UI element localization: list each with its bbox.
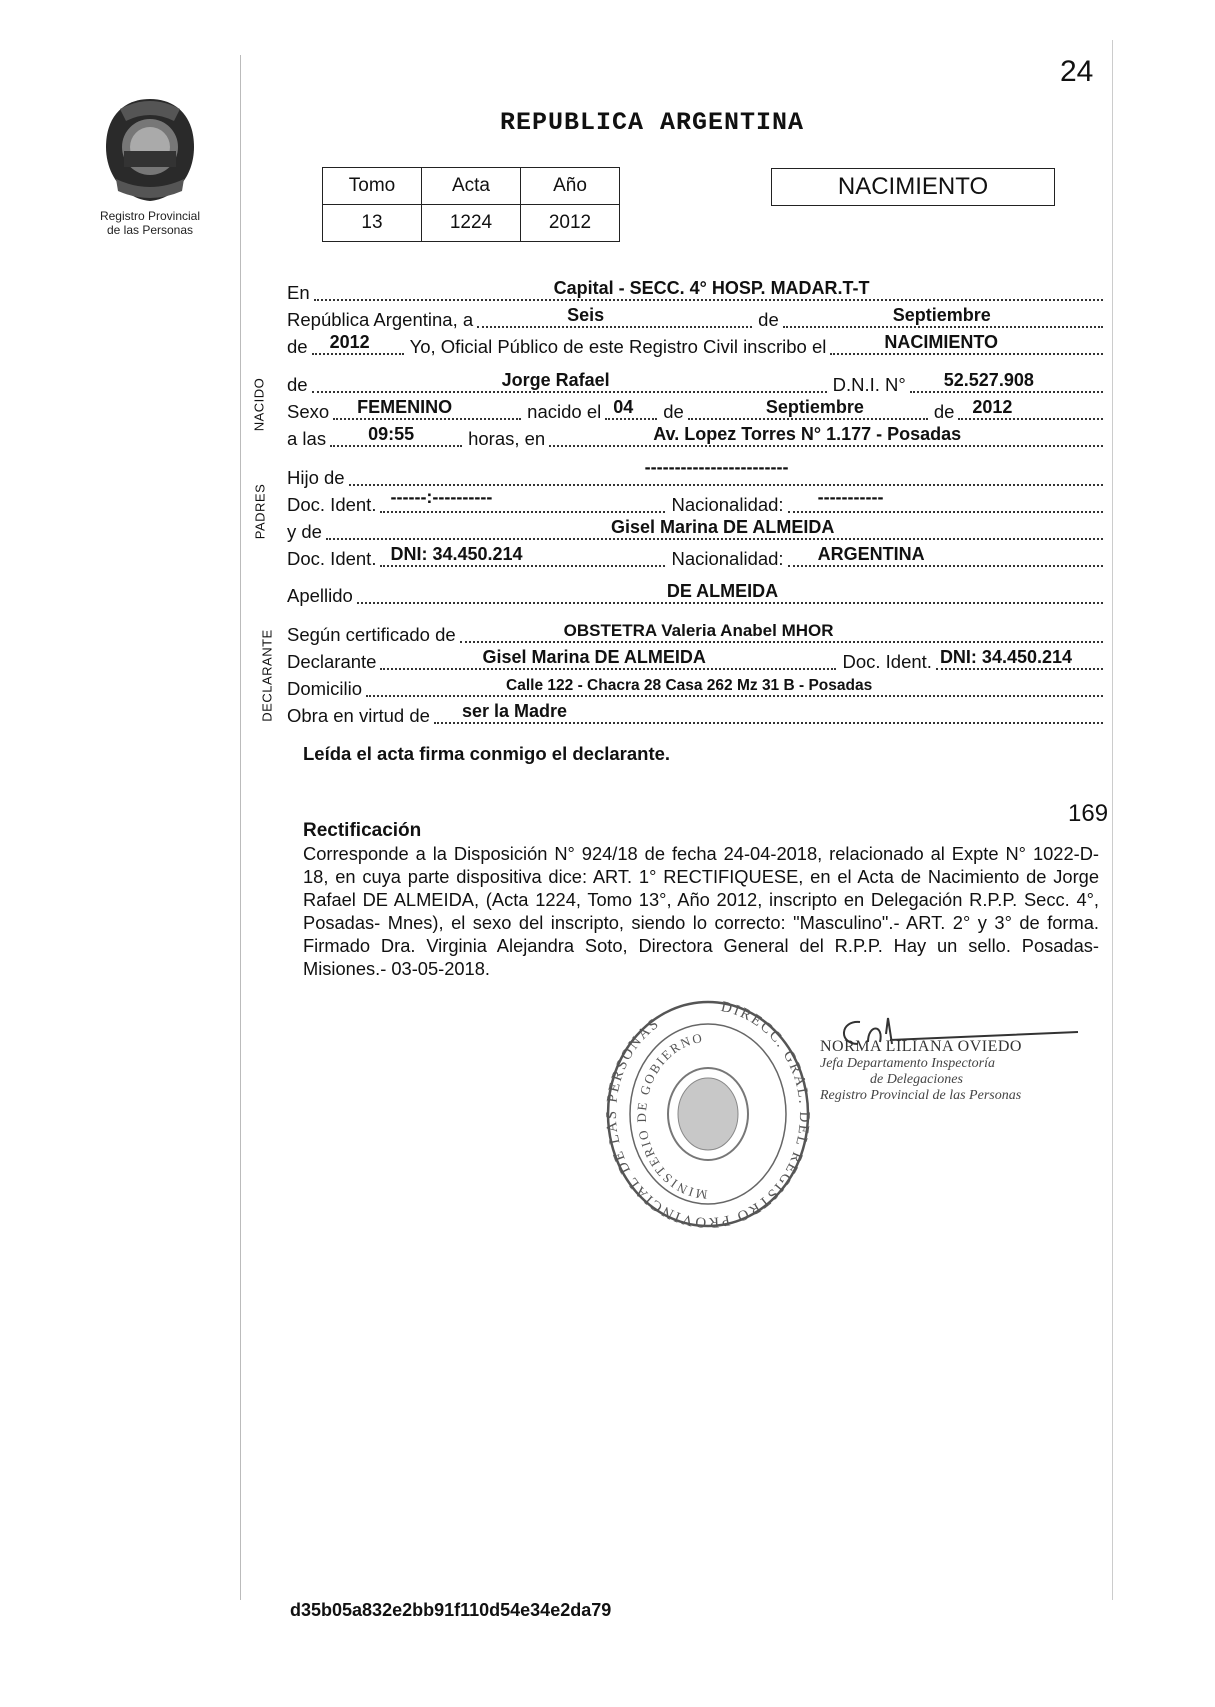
dni-value: 52.527.908 bbox=[943, 370, 1034, 390]
page-number: 24 bbox=[1060, 55, 1094, 88]
row-certificado bbox=[287, 622, 1103, 646]
day-value: Seis bbox=[567, 305, 605, 325]
document-hash: d35b05a832e2bb91f110d54e34e2da79 bbox=[290, 1600, 612, 1620]
stamp-inner-text: MINISTERIO DE GOBIERNO bbox=[633, 1029, 709, 1203]
registry-logo bbox=[95, 95, 205, 237]
signer-title-3: Registro Provincial de las Personas bbox=[820, 1088, 1022, 1103]
birth-day-value: 04 bbox=[613, 397, 634, 417]
leida-statement: Leída el acta firma conmigo el declarante. bbox=[303, 743, 671, 764]
sexo-label: Sexo bbox=[287, 401, 330, 422]
ref-value-acta: 1224 bbox=[422, 205, 521, 242]
row-hora bbox=[287, 426, 1103, 450]
nac2-value: ARGENTINA bbox=[817, 544, 925, 564]
nacido-label: nacido el bbox=[527, 401, 602, 422]
cert-value: OBSTETRA Valeria Anabel MHOR bbox=[563, 621, 834, 640]
right-margin-rule bbox=[1112, 40, 1113, 1600]
dni-label: D.N.I. N° bbox=[832, 374, 906, 395]
nombre-value: Jorge Rafael bbox=[501, 370, 610, 390]
row-inscripcion bbox=[287, 334, 1103, 358]
en-value: Capital - SECC. 4° HOSP. MADAR.T-T bbox=[553, 278, 870, 298]
rectification-number: 169 bbox=[1068, 800, 1109, 827]
signer-name: NORMA LILIANA OVIEDO bbox=[820, 1038, 1022, 1055]
birth-de-label-2: de bbox=[933, 401, 955, 422]
sexo-value: FEMENINO bbox=[357, 397, 453, 417]
apellido-label: Apellido bbox=[287, 585, 353, 606]
declarante-value: Gisel Marina DE ALMEIDA bbox=[482, 647, 706, 667]
doc1-label: Doc. Ident. bbox=[287, 494, 377, 515]
row-apellido bbox=[287, 583, 1103, 607]
cert-label: Según certificado de bbox=[287, 624, 456, 645]
row-fecha bbox=[287, 307, 1103, 331]
side-label-declarante: DECLARANTE bbox=[259, 629, 275, 722]
nombre-label: de bbox=[287, 374, 308, 395]
ref-value-ano: 2012 bbox=[521, 205, 620, 242]
domicilio-value: Calle 122 - Chacra 28 Casa 262 Mz 31 B - Posadas bbox=[506, 677, 873, 694]
signature-block bbox=[820, 1030, 1080, 1104]
birth-year-value: 2012 bbox=[972, 397, 1013, 417]
reference-table bbox=[322, 167, 620, 242]
row-hijo bbox=[287, 457, 1103, 489]
signature-scribble-icon bbox=[828, 1014, 1088, 1054]
acta-type-value: NACIMIENTO bbox=[884, 332, 999, 352]
nac1-label: Nacionalidad: bbox=[671, 494, 784, 515]
de-label-2: de bbox=[287, 336, 308, 357]
row-declarante bbox=[287, 649, 1103, 673]
ref-header-ano: Año bbox=[521, 168, 620, 205]
official-stamp bbox=[598, 990, 818, 1235]
birth-de-label: de bbox=[663, 401, 684, 422]
signer-title-1: Jefa Departamento Inspectoría bbox=[820, 1056, 995, 1071]
de-label: de bbox=[758, 309, 779, 330]
side-label-nacido: NACIDO bbox=[251, 377, 267, 432]
rep-label: República Argentina, a bbox=[287, 309, 474, 330]
doc1-value: ------:---------- bbox=[390, 487, 493, 507]
decl-doc-label: Doc. Ident. bbox=[842, 651, 932, 672]
province-crest-icon bbox=[102, 95, 198, 205]
en-label: En bbox=[287, 282, 310, 303]
time-value: 09:55 bbox=[368, 424, 415, 444]
row-sexo bbox=[287, 399, 1103, 423]
horas-label: horas, en bbox=[468, 428, 546, 449]
row-obra bbox=[287, 703, 1103, 727]
rectification-title: Rectificación bbox=[303, 820, 422, 841]
oficial-text: Yo, Oficial Público de este Registro Civil inscribo el bbox=[409, 336, 827, 357]
logo-caption-2: de las Personas bbox=[106, 223, 194, 237]
birth-month-value: Septiembre bbox=[765, 397, 864, 417]
hijo-label: Hijo de bbox=[287, 467, 345, 488]
madre-value: Gisel Marina DE ALMEIDA bbox=[610, 517, 835, 537]
nac2-label: Nacionalidad: bbox=[671, 548, 784, 569]
ref-header-acta: Acta bbox=[422, 168, 521, 205]
left-margin-rule bbox=[240, 55, 241, 1600]
country-title: REPUBLICA ARGENTINA bbox=[500, 108, 805, 137]
side-label-padres: PADRES bbox=[252, 483, 268, 540]
rectification-body: Corresponde a la Disposición N° 924/18 de fecha 24-04-2018, relacionado al Expte N° 1022-D-18, en cuya parte dispositiva dice: ART. 1° RECTIFIQUESE, en el Acta de Nacimiento de Jorge Rafael DE ALMEIDA, (Acta 1224, Tomo 13°, Año 2012, inscripto en Delegación R.P.P. Secc. 4°, Posadas- Mnes), el sexo del inscripto, siendo lo correcto: "Masculino".- ART. 2° y 3° de forma. Firmado Dra. Virginia Alejandra Soto, Directora General del R.P.P. Hay un sello. Posadas- Misiones.- 03-05-2018. bbox=[303, 843, 1099, 979]
row-madre bbox=[287, 519, 1103, 543]
place-value: Av. Lopez Torres N° 1.177 - Posadas bbox=[653, 424, 962, 444]
row-doc-madre bbox=[287, 546, 1103, 570]
stamp-seal-icon bbox=[598, 990, 818, 1230]
signer-title-2: de Delegaciones bbox=[870, 1072, 963, 1087]
month-value: Septiembre bbox=[892, 305, 991, 325]
obra-value: ser la Madre bbox=[461, 701, 568, 721]
domicilio-label: Domicilio bbox=[287, 678, 363, 699]
hijo-value: ------------------------ bbox=[644, 457, 789, 477]
row-doc-padre bbox=[287, 487, 1103, 516]
ref-header-tomo: Tomo bbox=[323, 168, 422, 205]
decl-doc-value: DNI: 34.450.214 bbox=[939, 647, 1073, 667]
nac1-value: ----------- bbox=[817, 487, 884, 507]
row-domicilio bbox=[287, 676, 1103, 700]
year-value: 2012 bbox=[329, 332, 370, 352]
alas-label: a las bbox=[287, 428, 327, 449]
doc2-label: Doc. Ident. bbox=[287, 548, 377, 569]
declarante-label: Declarante bbox=[287, 651, 377, 672]
ref-value-tomo: 13 bbox=[323, 205, 422, 242]
row-en bbox=[287, 280, 1103, 304]
doc2-value: DNI: 34.450.214 bbox=[390, 544, 523, 564]
obra-label: Obra en virtud de bbox=[287, 705, 430, 726]
row-nombre bbox=[287, 372, 1103, 396]
logo-caption-1: Registro Provincial bbox=[99, 209, 201, 223]
record-type-box: NACIMIENTO bbox=[771, 168, 1055, 206]
stamp-outer-text: DIRECC. GRAL. DEL REGISTRO PROVINCIAL DE LAS PERSONAS bbox=[603, 998, 813, 1230]
yde-label: y de bbox=[287, 521, 322, 542]
apellido-value: DE ALMEIDA bbox=[666, 581, 779, 601]
